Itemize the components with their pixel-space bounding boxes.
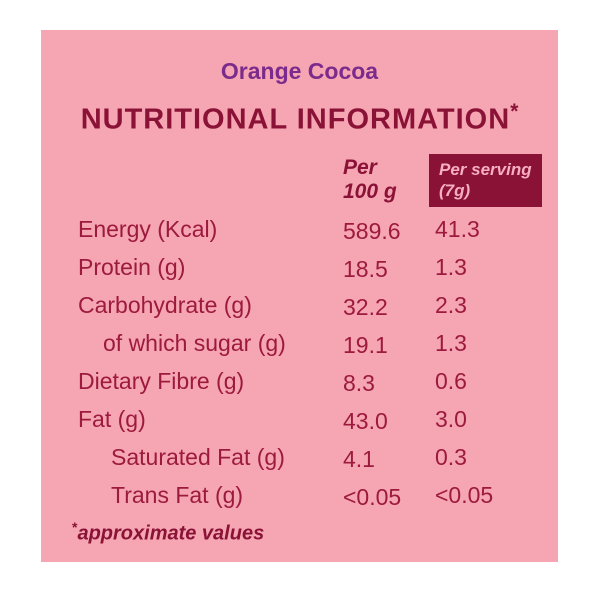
per-100g-value: 43.0: [343, 408, 388, 435]
per-100g-value: 32.2: [343, 294, 388, 321]
heading-asterisk: *: [510, 100, 519, 123]
nutrient-label: Trans Fat (g): [111, 481, 244, 508]
per-serving-line1: Per serving: [439, 159, 532, 179]
table-row-saturated-fat: [41, 438, 558, 476]
nutrient-label: Saturated Fat (g): [111, 443, 285, 470]
footnote-text: approximate values: [77, 523, 265, 545]
table-row-fat: [41, 400, 558, 438]
per-100g-line2: 100 g: [343, 179, 397, 203]
per-serving-value: 1.3: [435, 330, 467, 357]
table-row-dietary-fibre: [41, 362, 558, 400]
table-header-row: [41, 154, 558, 210]
nutrition-heading-text: NUTRITIONAL INFORMATION: [80, 103, 511, 136]
per-serving-value: 1.3: [435, 254, 467, 281]
per-serving-value: <0.05: [435, 482, 494, 509]
per-100g-value: 4.1: [343, 446, 375, 473]
table-row-carbohydrate: [41, 286, 558, 324]
product-title: Orange Cocoa: [220, 58, 379, 84]
per-100g-value: <0.05: [343, 484, 402, 511]
per-serving-value: 0.6: [435, 368, 467, 395]
nutrient-label: of which sugar (g): [103, 329, 286, 356]
per-100g-value: 19.1: [343, 332, 388, 359]
column-header-per-100g: [343, 154, 435, 204]
approximate-values-footnote: [72, 519, 264, 546]
table-row-trans-fat: [41, 476, 558, 514]
nutrient-label: Fat (g): [78, 405, 146, 432]
nutrient-label: Energy (Kcal): [78, 215, 218, 242]
per-100g-value: 8.3: [343, 370, 375, 397]
table-row-protein: [41, 248, 558, 286]
nutrient-label: Carbohydrate (g): [78, 291, 252, 318]
per-100g-value: 589.6: [343, 218, 401, 245]
table-row-energy: [41, 210, 558, 248]
per-serving-value: 3.0: [435, 406, 467, 433]
per-serving-value: 0.3: [435, 444, 467, 471]
per-serving-value: 41.3: [435, 216, 480, 243]
nutrition-label-card: [41, 30, 558, 562]
nutrient-label: Protein (g): [78, 253, 186, 280]
per-100g-line1: Per: [343, 155, 377, 179]
per-100g-value: 18.5: [343, 256, 388, 283]
nutrition-table-body: [41, 210, 558, 514]
per-serving-line2: (7g): [439, 180, 471, 200]
nutrient-label: Dietary Fibre (g): [78, 367, 245, 394]
per-serving-value: 2.3: [435, 292, 467, 319]
footnote-asterisk: *: [72, 519, 78, 536]
nutrition-heading: [41, 94, 558, 138]
table-row-sugar: [41, 324, 558, 362]
column-header-per-serving: [429, 154, 542, 207]
